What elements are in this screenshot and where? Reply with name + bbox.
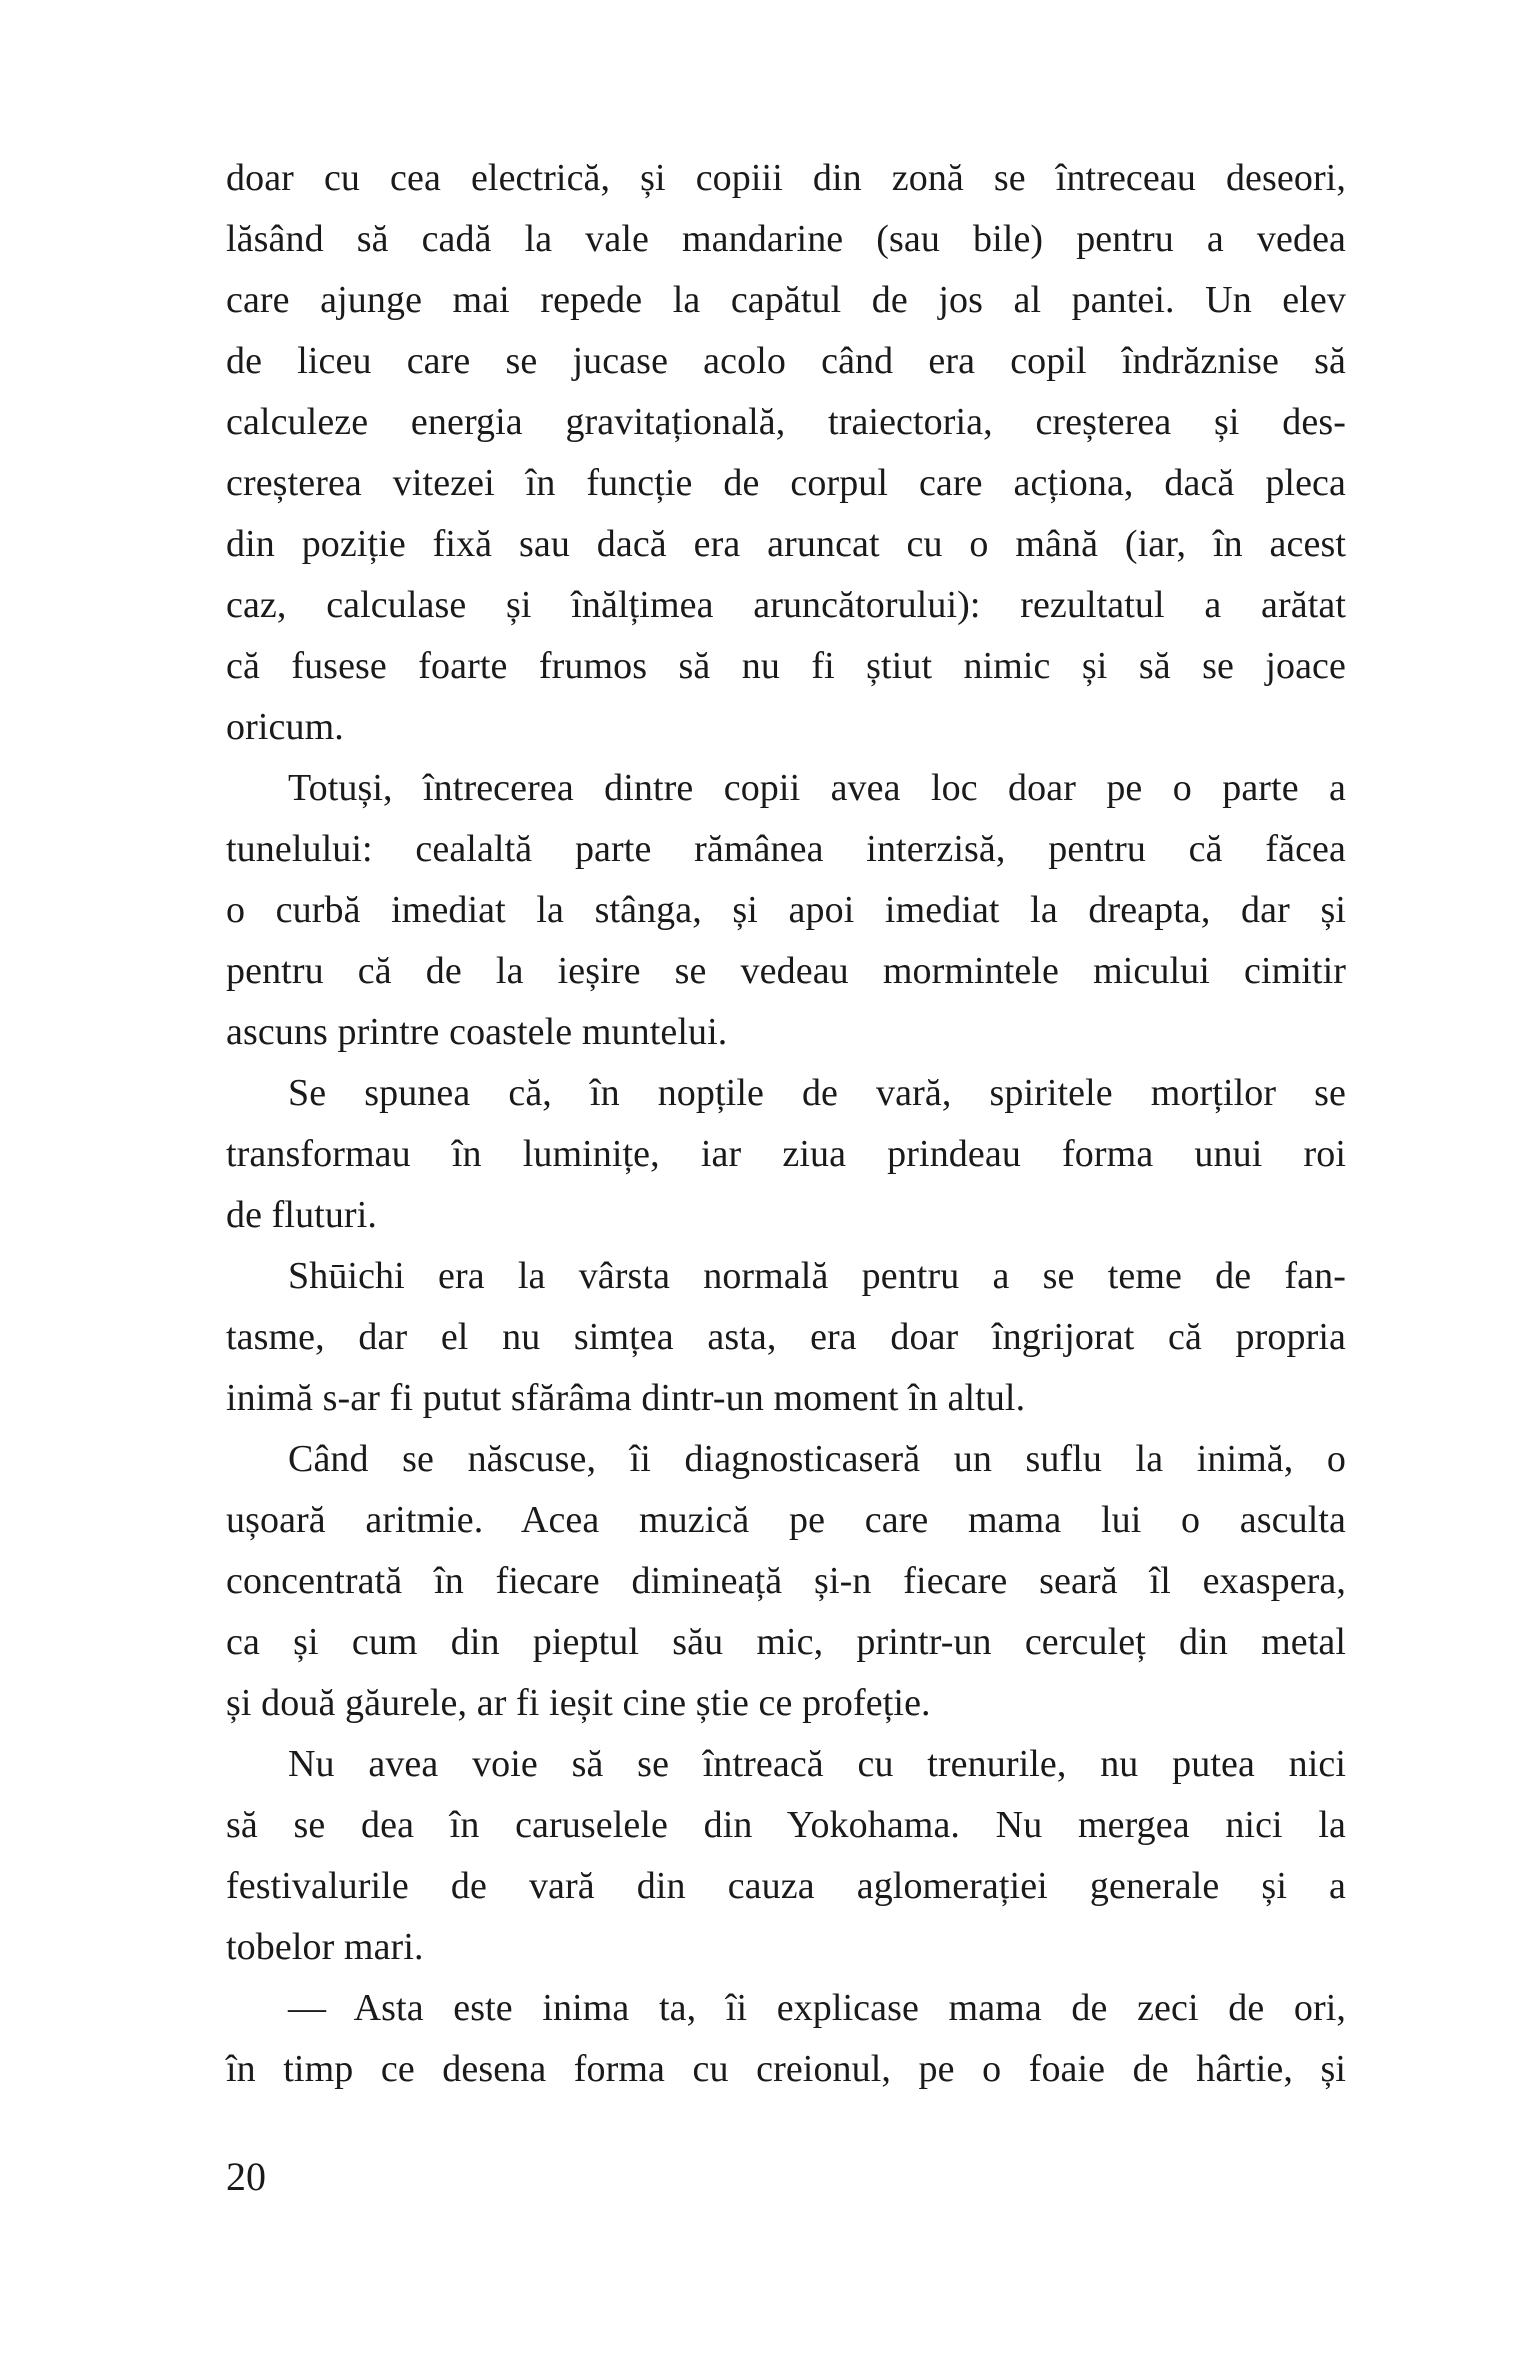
text-line: ascuns printre coastele muntelui.: [226, 1011, 728, 1053]
text-line: festivalurile de vară din cauza aglomerației generale și a: [226, 1865, 1346, 1907]
text-line: lăsând să cadă la vale mandarine (sau bile) pentru a vedea: [226, 218, 1346, 260]
text-line: din poziție fixă sau dacă era aruncat cu o mână (iar, în acest: [226, 523, 1346, 565]
text-line: să se dea în caruselele din Yokohama. Nu mergea nici la: [226, 1804, 1346, 1846]
paragraph: [226, 1429, 1346, 1734]
text-line: Se spunea că, în nopțile de vară, spiritele morților se: [288, 1072, 1346, 1114]
page-text-block: [226, 148, 1346, 2100]
text-line: Când se născuse, îi diagnosticaseră un suflu la inimă, o: [288, 1438, 1346, 1480]
text-line: caz, calculase și înălțimea aruncătorului): rezultatul a arătat: [226, 584, 1346, 626]
page-number: 20: [226, 2154, 266, 2199]
paragraph: [226, 758, 1346, 1063]
paragraph: [226, 1246, 1346, 1429]
paragraph: [226, 148, 1346, 758]
text-line: o curbă imediat la stânga, și apoi imediat la dreapta, dar și: [226, 889, 1346, 931]
paragraph: [226, 1734, 1346, 1978]
text-line: concentrată în fiecare dimineață și-n fiecare seară îl exaspera,: [226, 1560, 1346, 1602]
text-line: că fusese foarte frumos să nu fi știut nimic și să se joace: [226, 645, 1346, 687]
text-line: tasme, dar el nu simțea asta, era doar îngrijorat că propria: [226, 1316, 1346, 1358]
text-line: tunelului: cealaltă parte rămânea interzisă, pentru că făcea: [226, 828, 1346, 870]
text-line: Totuși, întrecerea dintre copii avea loc doar pe o parte a: [288, 767, 1346, 809]
text-line: tobelor mari.: [226, 1926, 424, 1968]
text-line: transformau în luminițe, iar ziua prindeau forma unui roi: [226, 1133, 1346, 1175]
paragraph: [226, 1063, 1346, 1246]
text-line: inimă s-ar fi putut sfărâma dintr-un moment în altul.: [226, 1377, 1026, 1419]
text-line: care ajunge mai repede la capătul de jos al pantei. Un elev: [226, 279, 1346, 321]
text-line: de fluturi.: [226, 1194, 377, 1236]
text-line: Shūichi era la vârsta normală pentru a se teme de fan-: [288, 1255, 1346, 1297]
text-line: ușoară aritmie. Acea muzică pe care mama lui o asculta: [226, 1499, 1346, 1541]
text-line: oricum.: [226, 706, 344, 748]
text-line: calculeze energia gravitațională, traiectoria, creșterea și des-: [226, 401, 1346, 443]
text-line: de liceu care se jucase acolo când era copil îndrăznise să: [226, 340, 1346, 382]
text-line: — Asta este inima ta, îi explicase mama de zeci de ori,: [288, 1987, 1346, 2029]
text-line: creșterea vitezei în funcție de corpul care acționa, dacă pleca: [226, 462, 1346, 504]
text-line: Nu avea voie să se întreacă cu trenurile, nu putea nici: [288, 1743, 1346, 1785]
paragraph: [226, 1978, 1346, 2100]
text-line: pentru că de la ieșire se vedeau mormintele micului cimitir: [226, 950, 1346, 992]
text-line: doar cu cea electrică, și copiii din zonă se întreceau deseori,: [226, 157, 1346, 199]
text-line: și două găurele, ar fi ieșit cine știe ce profeție.: [226, 1682, 931, 1724]
text-line: ca și cum din pieptul său mic, printr-un cerculeț din metal: [226, 1621, 1346, 1663]
text-line: în timp ce desena forma cu creionul, pe o foaie de hârtie, și: [226, 2048, 1346, 2090]
